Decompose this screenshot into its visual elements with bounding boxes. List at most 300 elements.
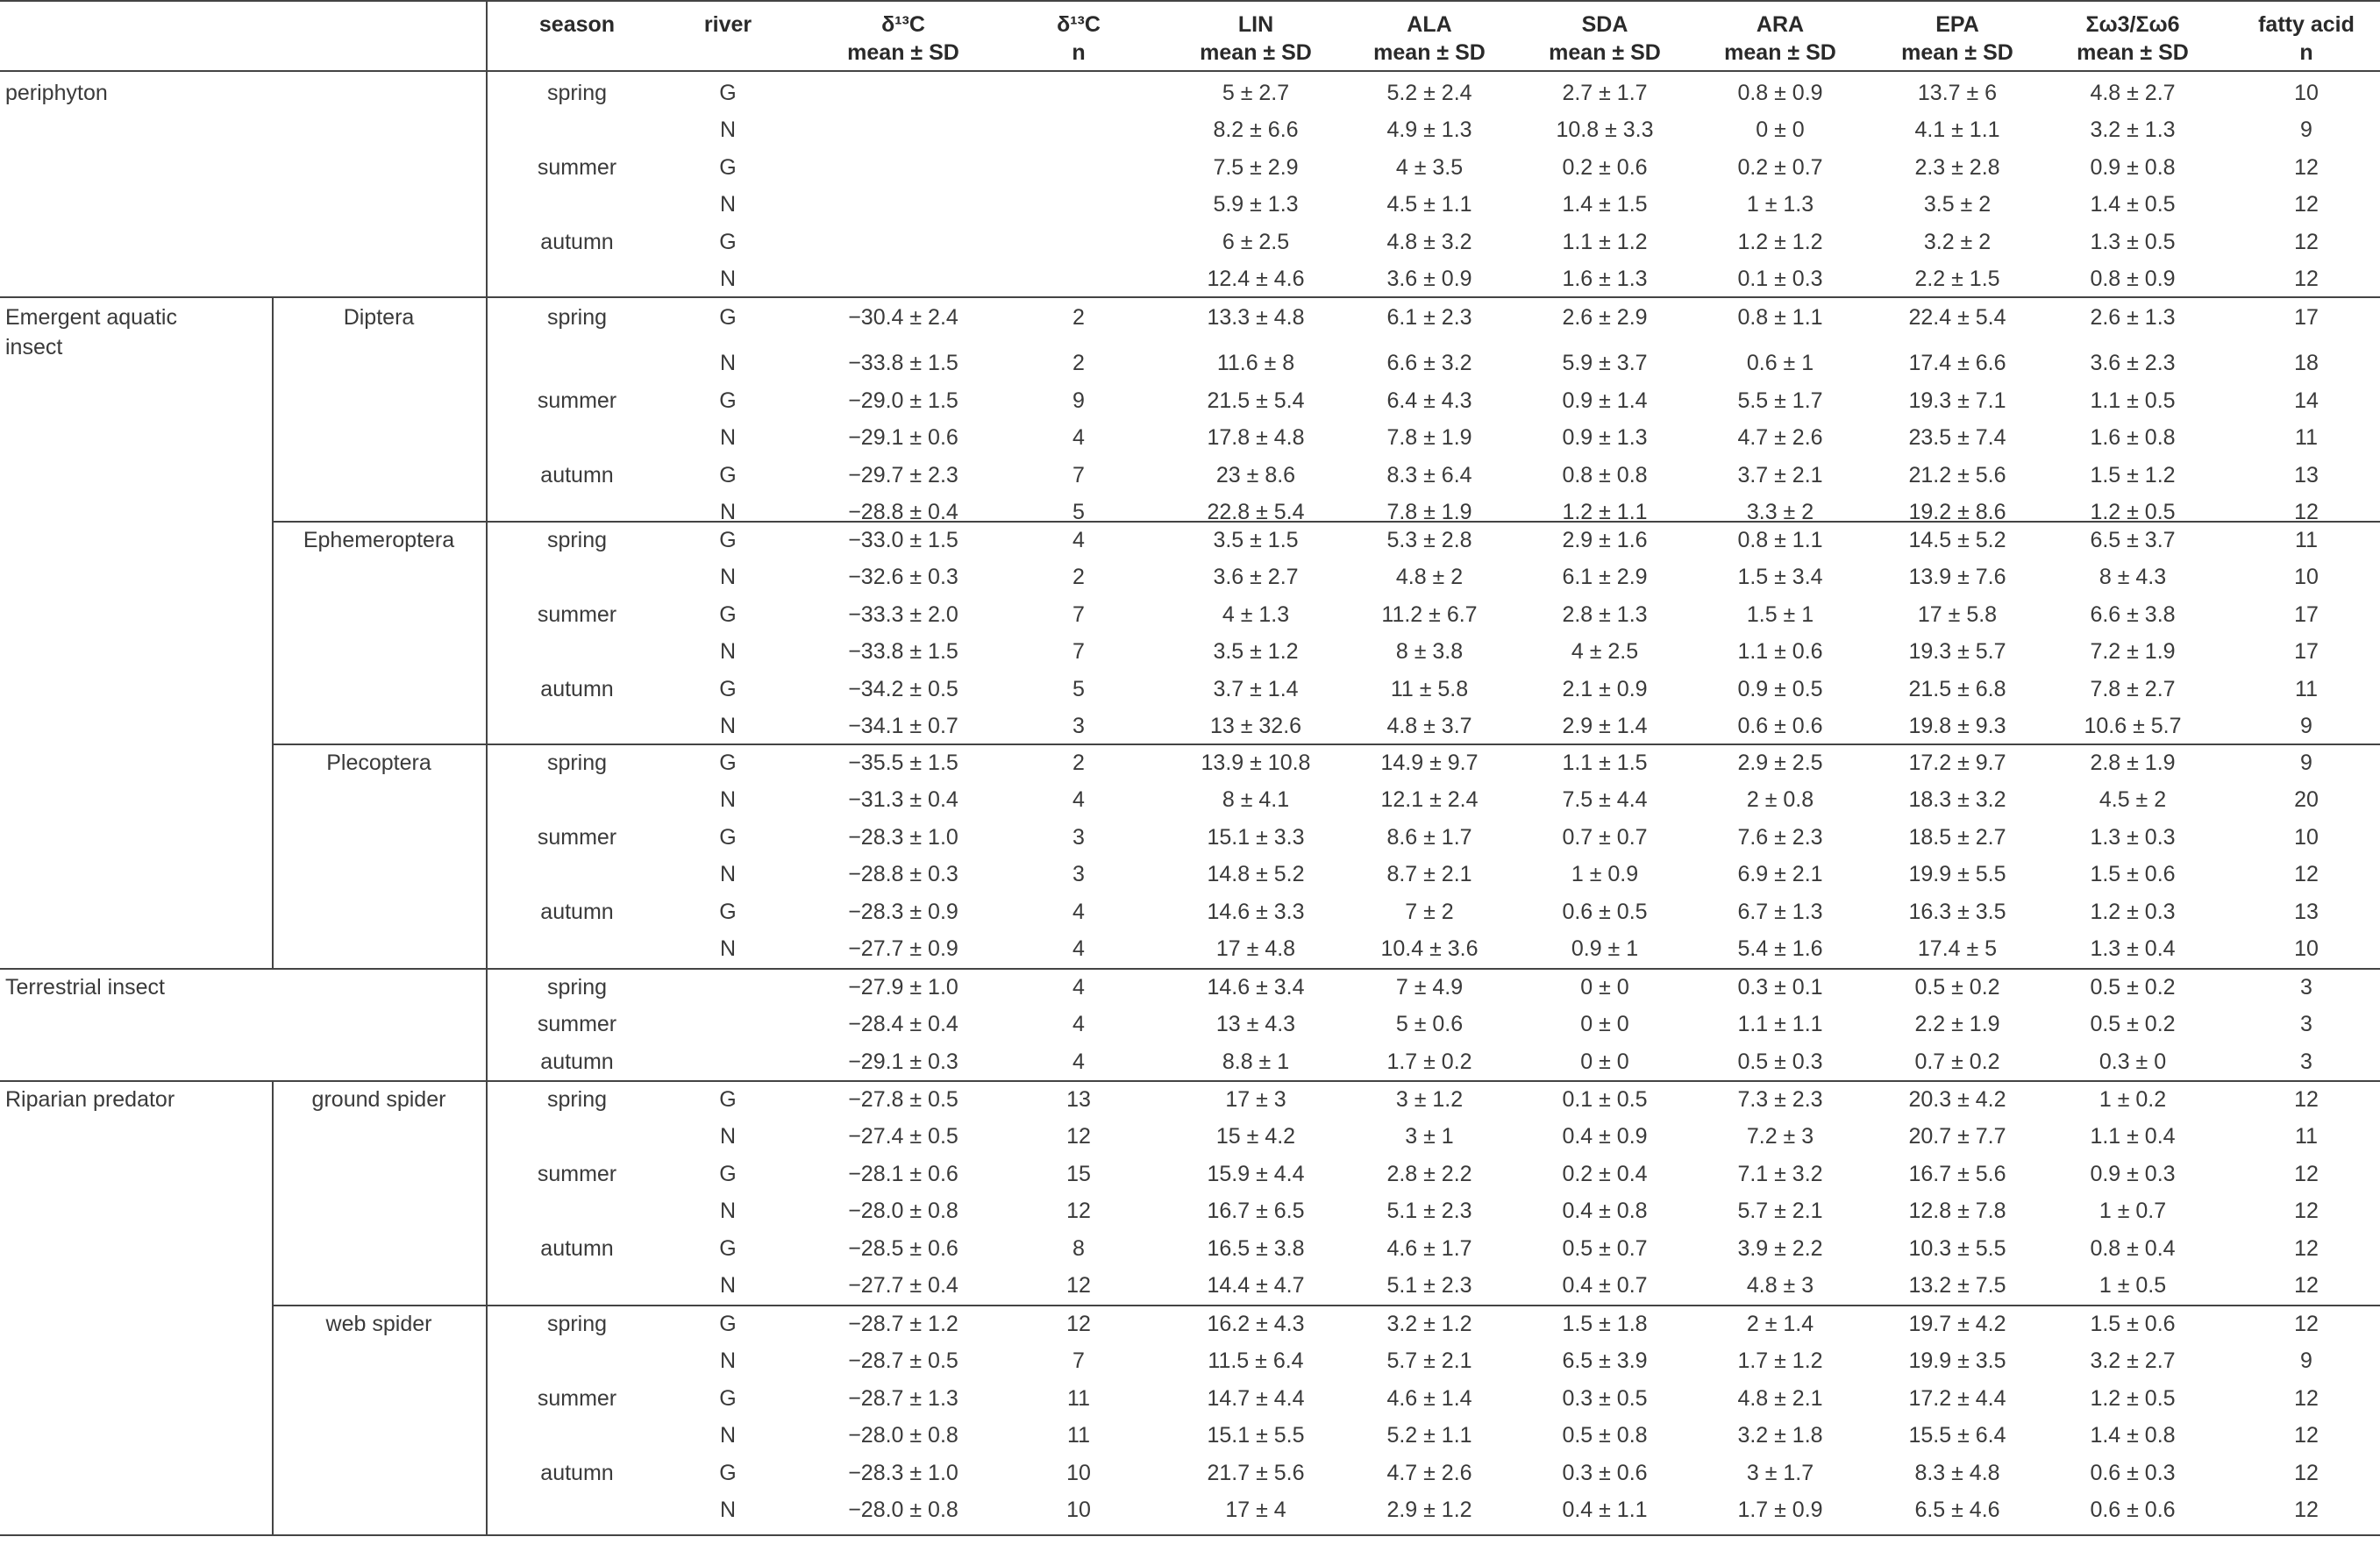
- cell-d13c_mean: −32.6 ± 0.3: [848, 565, 958, 590]
- cell-epa: 19.2 ± 8.6: [1908, 500, 2006, 524]
- header-fa_n-line1: fatty acid: [2258, 12, 2355, 37]
- cell-sda: 1.2 ± 1.1: [1562, 500, 1648, 524]
- cell-ala: 12.1 ± 2.4: [1380, 787, 1479, 813]
- cell-fa_n: 13: [2294, 462, 2319, 487]
- cell-sda: 0.9 ± 1.3: [1562, 425, 1648, 451]
- cell-river: N: [719, 351, 737, 376]
- cell-d13c_n: 12: [1066, 1199, 1091, 1224]
- cell-epa: 4.1 ± 1.1: [1914, 117, 2000, 143]
- cell-epa: 13.9 ± 7.6: [1908, 565, 2006, 590]
- cell-lin: 12.4 ± 4.6: [1207, 267, 1305, 291]
- cell-river: G: [719, 1385, 737, 1411]
- cell-fa_n: 10: [2294, 824, 2319, 850]
- cell-d13c_mean: −33.0 ± 1.5: [848, 528, 958, 552]
- cell-lin: 17.8 ± 4.8: [1207, 425, 1305, 451]
- cell-ara: 0.2 ± 0.7: [1737, 154, 1823, 180]
- cell-river: G: [719, 824, 737, 850]
- cell-sda: 0 ± 0: [1580, 975, 1629, 1000]
- header-river: [631, 11, 824, 39]
- cell-d13c_mean: −27.4 ± 0.5: [848, 1124, 958, 1149]
- cell-fa_n: 12: [2294, 1498, 2319, 1522]
- cell-fa_n: 12: [2294, 1273, 2319, 1298]
- cell-lin: 13 ± 4.3: [1215, 1012, 1296, 1037]
- cell-d13c_mean: −33.8 ± 1.5: [848, 639, 958, 665]
- cell-fa_n: 3: [2300, 1012, 2312, 1037]
- cell-sda: 0.9 ± 1.4: [1562, 388, 1648, 413]
- rule-header: [0, 70, 2380, 72]
- cell-ara: 0.1 ± 0.3: [1737, 267, 1823, 291]
- cell-fa_n: 17: [2294, 639, 2319, 665]
- cell-d13c_mean: −28.3 ± 1.0: [848, 824, 958, 850]
- cell-ratio: 1.2 ± 0.5: [2090, 500, 2176, 524]
- cell-ratio: 8 ± 4.3: [2099, 565, 2167, 590]
- cell-ala: 8.7 ± 2.1: [1386, 862, 1472, 887]
- cell-ratio: 1.1 ± 0.5: [2090, 388, 2176, 413]
- cell-river: G: [719, 229, 737, 254]
- cell-river: G: [719, 81, 737, 105]
- cell-d13c_n: 4: [1072, 425, 1085, 451]
- cell-fa_n: 17: [2294, 601, 2319, 627]
- cell-fa_n: 12: [2294, 192, 2319, 217]
- cell-ala: 8.6 ± 1.7: [1386, 824, 1472, 850]
- cell-ratio: 1.4 ± 0.8: [2090, 1423, 2176, 1448]
- cell-river: G: [719, 1235, 737, 1261]
- cell-fa_n: 12: [2294, 267, 2319, 291]
- cell-season: autumn: [540, 1049, 614, 1074]
- cell-ratio: 0.8 ± 0.9: [2090, 267, 2176, 291]
- cell-fa_n: 12: [2294, 154, 2319, 180]
- cell-d13c_n: 5: [1072, 500, 1085, 524]
- cell-ratio: 1.3 ± 0.3: [2090, 824, 2176, 850]
- cell-d13c_n: 2: [1072, 305, 1085, 330]
- cell-ara: 0.9 ± 0.5: [1737, 676, 1823, 701]
- cell-ara: 4.8 ± 2.1: [1737, 1385, 1823, 1411]
- cell-d13c_n: 12: [1066, 1124, 1091, 1149]
- cell-fa_n: 9: [2300, 751, 2312, 775]
- header-sda-line2: mean ± SD: [1549, 40, 1661, 65]
- cell-sda: 0.7 ± 0.7: [1562, 824, 1648, 850]
- cell-ala: 6.4 ± 4.3: [1386, 388, 1472, 413]
- cell-river: N: [719, 565, 737, 590]
- cell-ara: 1 ± 1.3: [1746, 192, 1814, 217]
- cell-ala: 8.3 ± 6.4: [1386, 462, 1472, 487]
- header-ala: [1333, 11, 1526, 67]
- cell-ala: 6.1 ± 2.3: [1386, 305, 1472, 330]
- cell-ara: 2 ± 0.8: [1746, 787, 1814, 813]
- cell-d13c_mean: −34.1 ± 0.7: [848, 714, 958, 738]
- cell-epa: 21.5 ± 6.8: [1908, 676, 2006, 701]
- cell-sda: 1.6 ± 1.3: [1562, 267, 1648, 291]
- cell-d13c_mean: −27.9 ± 1.0: [848, 975, 958, 1000]
- cell-epa: 14.5 ± 5.2: [1908, 528, 2006, 552]
- cell-lin: 14.8 ± 5.2: [1207, 862, 1305, 887]
- cell-d13c_n: 9: [1072, 388, 1085, 413]
- header-ratio: [2036, 11, 2229, 67]
- header-ara-line1: ARA: [1756, 12, 1805, 37]
- cell-fa_n: 10: [2294, 936, 2319, 961]
- cell-fa_n: 3: [2300, 1049, 2312, 1074]
- cell-d13c_n: 11: [1067, 1423, 1090, 1448]
- cell-d13c_n: 5: [1072, 676, 1085, 701]
- group-name: Terrestrial insect: [5, 975, 165, 1000]
- cell-lin: 5 ± 2.7: [1222, 81, 1290, 105]
- cell-d13c_mean: −28.8 ± 0.4: [848, 500, 958, 524]
- cell-ara: 3.3 ± 2: [1746, 500, 1814, 524]
- cell-d13c_mean: −28.7 ± 1.3: [848, 1385, 958, 1411]
- header-lin-line1: LIN: [1237, 12, 1274, 37]
- cell-ala: 6.6 ± 3.2: [1386, 351, 1472, 376]
- header-d13c_n: [982, 11, 1175, 67]
- cell-d13c_mean: −29.1 ± 0.6: [848, 425, 958, 451]
- cell-epa: 20.7 ± 7.7: [1908, 1124, 2006, 1149]
- cell-epa: 13.2 ± 7.5: [1908, 1273, 2006, 1298]
- cell-season: spring: [546, 1312, 608, 1336]
- cell-sda: 1.1 ± 1.5: [1562, 751, 1648, 775]
- cell-ala: 4.5 ± 1.1: [1386, 192, 1472, 217]
- cell-d13c_mean: −28.0 ± 0.8: [848, 1498, 958, 1522]
- cell-ara: 0.8 ± 1.1: [1737, 528, 1823, 552]
- cell-fa_n: 9: [2300, 714, 2312, 738]
- header-ara: [1684, 11, 1877, 67]
- cell-season: summer: [537, 601, 617, 627]
- cell-fa_n: 11: [2295, 676, 2318, 701]
- rule-group: [0, 968, 2380, 970]
- cell-ratio: 0.6 ± 0.6: [2090, 1498, 2176, 1522]
- rule-top: [0, 0, 2380, 2]
- cell-river: G: [719, 1087, 737, 1112]
- cell-sda: 0.4 ± 0.9: [1562, 1124, 1648, 1149]
- cell-fa_n: 20: [2294, 787, 2319, 813]
- cell-river: G: [719, 1161, 737, 1186]
- cell-ratio: 3.6 ± 2.3: [2090, 351, 2176, 376]
- cell-sda: 1.4 ± 1.5: [1562, 192, 1648, 217]
- cell-river: G: [719, 528, 737, 552]
- cell-lin: 15 ± 4.2: [1215, 1124, 1296, 1149]
- cell-fa_n: 10: [2294, 565, 2319, 590]
- cell-d13c_mean: −28.7 ± 0.5: [848, 1348, 958, 1374]
- cell-epa: 8.3 ± 4.8: [1914, 1460, 2000, 1485]
- cell-d13c_mean: −35.5 ± 1.5: [848, 751, 958, 775]
- cell-ratio: 1.4 ± 0.5: [2090, 192, 2176, 217]
- cell-sda: 0.9 ± 1: [1571, 936, 1639, 961]
- cell-ratio: 1.2 ± 0.5: [2090, 1385, 2176, 1411]
- cell-fa_n: 14: [2294, 388, 2319, 413]
- cell-ala: 11 ± 5.8: [1390, 676, 1469, 701]
- cell-lin: 14.6 ± 3.4: [1207, 975, 1305, 1000]
- cell-d13c_mean: −27.7 ± 0.9: [848, 936, 958, 961]
- cell-ara: 3.9 ± 2.2: [1737, 1235, 1823, 1261]
- cell-epa: 17.2 ± 9.7: [1908, 751, 2006, 775]
- cell-season: autumn: [540, 1235, 614, 1261]
- header-ratio-line2: mean ± SD: [2077, 40, 2189, 65]
- cell-lin: 13 ± 32.6: [1209, 714, 1302, 738]
- rule-group: [0, 296, 2380, 298]
- cell-ratio: 0.9 ± 0.3: [2090, 1161, 2176, 1186]
- cell-d13c_n: 8: [1072, 1235, 1085, 1261]
- cell-ratio: 2.6 ± 1.3: [2090, 305, 2176, 330]
- cell-epa: 17 ± 5.8: [1917, 601, 1998, 627]
- cell-d13c_mean: −33.8 ± 1.5: [848, 351, 958, 376]
- cell-lin: 14.6 ± 3.3: [1207, 899, 1305, 924]
- cell-epa: 17.2 ± 4.4: [1908, 1385, 2006, 1411]
- cell-lin: 4 ± 1.3: [1222, 601, 1290, 627]
- cell-lin: 17 ± 4.8: [1215, 936, 1296, 961]
- cell-sda: 0.4 ± 0.8: [1562, 1199, 1648, 1224]
- cell-fa_n: 12: [2294, 1087, 2319, 1112]
- cell-ratio: 0.6 ± 0.3: [2090, 1460, 2176, 1485]
- cell-lin: 7.5 ± 2.9: [1213, 154, 1299, 180]
- cell-season: spring: [546, 751, 608, 775]
- header-d13c_mean-line2: mean ± SD: [847, 40, 959, 65]
- cell-epa: 18.3 ± 3.2: [1908, 787, 2006, 813]
- cell-fa_n: 17: [2294, 305, 2319, 330]
- cell-season: spring: [546, 975, 608, 1000]
- cell-d13c_mean: −27.8 ± 0.5: [848, 1087, 958, 1112]
- cell-river: G: [719, 462, 737, 487]
- header-lin: [1159, 11, 1352, 67]
- cell-ratio: 0.5 ± 0.2: [2090, 1012, 2176, 1037]
- cell-river: G: [719, 388, 737, 413]
- cell-ala: 2.9 ± 1.2: [1386, 1498, 1472, 1522]
- cell-season: spring: [546, 1087, 608, 1112]
- cell-ala: 3.2 ± 1.2: [1386, 1312, 1472, 1336]
- cell-season: summer: [537, 388, 617, 413]
- cell-ara: 1.7 ± 0.9: [1737, 1498, 1823, 1522]
- cell-epa: 19.3 ± 5.7: [1908, 639, 2006, 665]
- cell-season: spring: [546, 81, 608, 105]
- rule-vertical: [486, 0, 488, 1536]
- cell-ara: 7.3 ± 2.3: [1737, 1087, 1823, 1112]
- cell-ara: 1.1 ± 1.1: [1737, 1012, 1823, 1037]
- cell-sda: 0.2 ± 0.6: [1562, 154, 1648, 180]
- cell-ala: 3.6 ± 0.9: [1386, 267, 1472, 291]
- header-epa: [1861, 11, 2054, 67]
- cell-epa: 3.5 ± 2: [1923, 192, 1992, 217]
- cell-ara: 3 ± 1.7: [1746, 1460, 1814, 1485]
- cell-ratio: 1.1 ± 0.4: [2090, 1124, 2176, 1149]
- rule-group: [0, 1080, 2380, 1082]
- cell-lin: 3.5 ± 1.5: [1213, 528, 1299, 552]
- cell-fa_n: 9: [2300, 117, 2312, 143]
- cell-sda: 7.5 ± 4.4: [1562, 787, 1648, 813]
- cell-ala: 7.8 ± 1.9: [1386, 500, 1472, 524]
- cell-season: spring: [546, 305, 608, 330]
- cell-fa_n: 12: [2294, 1235, 2319, 1261]
- cell-ara: 0.6 ± 0.6: [1737, 714, 1823, 738]
- cell-ara: 7.2 ± 3: [1746, 1124, 1814, 1149]
- header-d13c_n-line1: δ¹³C: [1057, 12, 1101, 37]
- cell-epa: 20.3 ± 4.2: [1908, 1087, 2006, 1112]
- cell-epa: 13.7 ± 6: [1917, 81, 1998, 105]
- cell-ara: 3.7 ± 2.1: [1737, 462, 1823, 487]
- cell-ratio: 1.5 ± 0.6: [2090, 862, 2176, 887]
- cell-ratio: 7.8 ± 2.7: [2090, 676, 2176, 701]
- cell-lin: 21.7 ± 5.6: [1207, 1460, 1305, 1485]
- cell-epa: 6.5 ± 4.6: [1914, 1498, 2000, 1522]
- cell-d13c_mean: −28.3 ± 0.9: [848, 899, 958, 924]
- cell-d13c_mean: −29.7 ± 2.3: [848, 462, 958, 487]
- cell-d13c_n: 4: [1072, 528, 1085, 552]
- cell-season: summer: [537, 1385, 617, 1411]
- cell-river: G: [719, 676, 737, 701]
- cell-d13c_n: 4: [1072, 1012, 1085, 1037]
- subgroup-name: Diptera: [343, 305, 415, 330]
- cell-season: autumn: [540, 899, 614, 924]
- cell-lin: 3.7 ± 1.4: [1213, 676, 1299, 701]
- cell-ara: 1.1 ± 0.6: [1737, 639, 1823, 665]
- cell-epa: 10.3 ± 5.5: [1908, 1235, 2006, 1261]
- cell-ala: 7 ± 2: [1405, 899, 1454, 924]
- header-ara-line2: mean ± SD: [1724, 40, 1836, 65]
- cell-ara: 6.9 ± 2.1: [1737, 862, 1823, 887]
- subgroup-name: Plecoptera: [326, 751, 431, 775]
- cell-river: N: [719, 936, 737, 961]
- cell-ala: 5.7 ± 2.1: [1386, 1348, 1472, 1374]
- cell-lin: 13.3 ± 4.8: [1207, 305, 1305, 330]
- cell-lin: 16.7 ± 6.5: [1207, 1199, 1305, 1224]
- cell-lin: 8 ± 4.1: [1222, 787, 1290, 813]
- cell-d13c_n: 2: [1072, 565, 1085, 590]
- cell-ratio: 3.2 ± 1.3: [2090, 117, 2176, 143]
- cell-sda: 2.9 ± 1.6: [1562, 528, 1648, 552]
- cell-ratio: 6.6 ± 3.8: [2090, 601, 2176, 627]
- cell-epa: 17.4 ± 5: [1917, 936, 1998, 961]
- cell-ala: 4.8 ± 3.7: [1386, 714, 1472, 738]
- cell-lin: 8.8 ± 1: [1222, 1049, 1290, 1074]
- cell-ala: 14.9 ± 9.7: [1380, 751, 1479, 775]
- cell-fa_n: 11: [2295, 1124, 2318, 1149]
- rule-sub: [272, 744, 2380, 745]
- group-name: Emergent aquatic: [5, 305, 177, 330]
- cell-season: autumn: [540, 229, 614, 254]
- cell-ara: 4.8 ± 3: [1746, 1273, 1814, 1298]
- cell-river: N: [719, 1124, 737, 1149]
- cell-d13c_mean: −28.0 ± 0.8: [848, 1199, 958, 1224]
- cell-ratio: 2.8 ± 1.9: [2090, 751, 2176, 775]
- cell-ara: 6.7 ± 1.3: [1737, 899, 1823, 924]
- cell-ala: 5.2 ± 1.1: [1386, 1423, 1472, 1448]
- cell-sda: 1.5 ± 1.8: [1562, 1312, 1648, 1336]
- cell-ratio: 7.2 ± 1.9: [2090, 639, 2176, 665]
- cell-river: N: [719, 267, 737, 291]
- cell-season: summer: [537, 154, 617, 180]
- cell-ratio: 4.8 ± 2.7: [2090, 81, 2176, 105]
- cell-epa: 19.7 ± 4.2: [1908, 1312, 2006, 1336]
- cell-epa: 21.2 ± 5.6: [1908, 462, 2006, 487]
- cell-season: summer: [537, 824, 617, 850]
- cell-d13c_mean: −27.7 ± 0.4: [848, 1273, 958, 1298]
- cell-sda: 0.4 ± 0.7: [1562, 1273, 1648, 1298]
- cell-ala: 4.6 ± 1.4: [1386, 1385, 1472, 1411]
- cell-river: N: [719, 425, 737, 451]
- cell-river: N: [719, 1423, 737, 1448]
- cell-d13c_mean: −30.4 ± 2.4: [848, 305, 958, 330]
- cell-ala: 2.8 ± 2.2: [1386, 1161, 1472, 1186]
- cell-season: autumn: [540, 462, 614, 487]
- cell-river: N: [719, 639, 737, 665]
- cell-ala: 11.2 ± 6.7: [1381, 601, 1478, 627]
- cell-epa: 22.4 ± 5.4: [1908, 305, 2006, 330]
- header-epa-line2: mean ± SD: [1901, 40, 2013, 65]
- cell-ala: 10.4 ± 3.6: [1380, 936, 1479, 961]
- cell-lin: 14.7 ± 4.4: [1207, 1385, 1305, 1411]
- cell-fa_n: 10: [2294, 81, 2319, 105]
- subgroup-name: web spider: [325, 1312, 432, 1336]
- cell-ala: 4.8 ± 2: [1395, 565, 1464, 590]
- cell-ara: 0.3 ± 0.1: [1737, 975, 1823, 1000]
- cell-fa_n: 12: [2294, 1312, 2319, 1336]
- cell-epa: 23.5 ± 7.4: [1908, 425, 2006, 451]
- cell-ara: 5.4 ± 1.6: [1737, 936, 1823, 961]
- header-river-line1: river: [703, 12, 752, 37]
- cell-ara: 7.1 ± 3.2: [1737, 1161, 1823, 1186]
- cell-ara: 0.5 ± 0.3: [1737, 1049, 1823, 1074]
- cell-sda: 5.9 ± 3.7: [1562, 351, 1648, 376]
- cell-ala: 4.9 ± 1.3: [1386, 117, 1472, 143]
- cell-river: G: [719, 1460, 737, 1485]
- cell-ala: 5.1 ± 2.3: [1386, 1199, 1472, 1224]
- header-season-line1: season: [538, 12, 616, 37]
- cell-d13c_n: 13: [1066, 1087, 1091, 1112]
- cell-river: N: [719, 1199, 737, 1224]
- cell-fa_n: 12: [2294, 1161, 2319, 1186]
- cell-ara: 0.8 ± 1.1: [1737, 305, 1823, 330]
- cell-ala: 3 ± 1.2: [1395, 1087, 1464, 1112]
- cell-season: summer: [537, 1161, 617, 1186]
- cell-lin: 15.1 ± 5.5: [1207, 1423, 1305, 1448]
- cell-sda: 10.8 ± 3.3: [1556, 117, 1654, 143]
- cell-ratio: 1.6 ± 0.8: [2090, 425, 2176, 451]
- cell-fa_n: 18: [2294, 351, 2319, 376]
- cell-fa_n: 12: [2294, 1460, 2319, 1485]
- cell-sda: 4 ± 2.5: [1571, 639, 1639, 665]
- cell-river: N: [719, 117, 737, 143]
- cell-ara: 1.2 ± 1.2: [1737, 229, 1823, 254]
- cell-sda: 1 ± 0.9: [1571, 862, 1639, 887]
- cell-lin: 17 ± 3: [1225, 1087, 1286, 1112]
- subgroup-name: Ephemeroptera: [303, 528, 455, 552]
- cell-d13c_n: 2: [1072, 351, 1085, 376]
- group-name: insect: [5, 335, 63, 359]
- cell-sda: 1.1 ± 1.2: [1562, 229, 1648, 254]
- cell-epa: 19.9 ± 5.5: [1908, 862, 2006, 887]
- cell-season: spring: [546, 528, 608, 552]
- cell-sda: 0.5 ± 0.7: [1562, 1235, 1648, 1261]
- cell-lin: 14.4 ± 4.7: [1207, 1273, 1305, 1298]
- cell-lin: 3.5 ± 1.2: [1213, 639, 1299, 665]
- header-ratio-line1: Σω3/Σω6: [2085, 12, 2180, 37]
- cell-river: G: [719, 601, 737, 627]
- cell-ara: 1.5 ± 1: [1746, 601, 1814, 627]
- cell-ara: 5.7 ± 2.1: [1737, 1199, 1823, 1224]
- cell-ratio: 1 ± 0.2: [2099, 1087, 2167, 1112]
- cell-d13c_mean: −29.0 ± 1.5: [848, 388, 958, 413]
- cell-river: N: [719, 787, 737, 813]
- cell-epa: 2.2 ± 1.9: [1914, 1012, 2000, 1037]
- cell-ara: 1.7 ± 1.2: [1737, 1348, 1823, 1374]
- cell-ala: 5.2 ± 2.4: [1386, 81, 1472, 105]
- cell-ara: 0.6 ± 1: [1746, 351, 1814, 376]
- cell-d13c_n: 10: [1066, 1460, 1091, 1485]
- cell-d13c_n: 7: [1072, 601, 1085, 627]
- cell-river: G: [719, 751, 737, 775]
- cell-d13c_n: 4: [1072, 1049, 1085, 1074]
- cell-d13c_mean: −28.5 ± 0.6: [848, 1235, 958, 1261]
- cell-sda: 0.8 ± 0.8: [1562, 462, 1648, 487]
- cell-lin: 16.2 ± 4.3: [1207, 1312, 1305, 1336]
- cell-ala: 4.8 ± 3.2: [1386, 229, 1472, 254]
- cell-d13c_n: 4: [1072, 975, 1085, 1000]
